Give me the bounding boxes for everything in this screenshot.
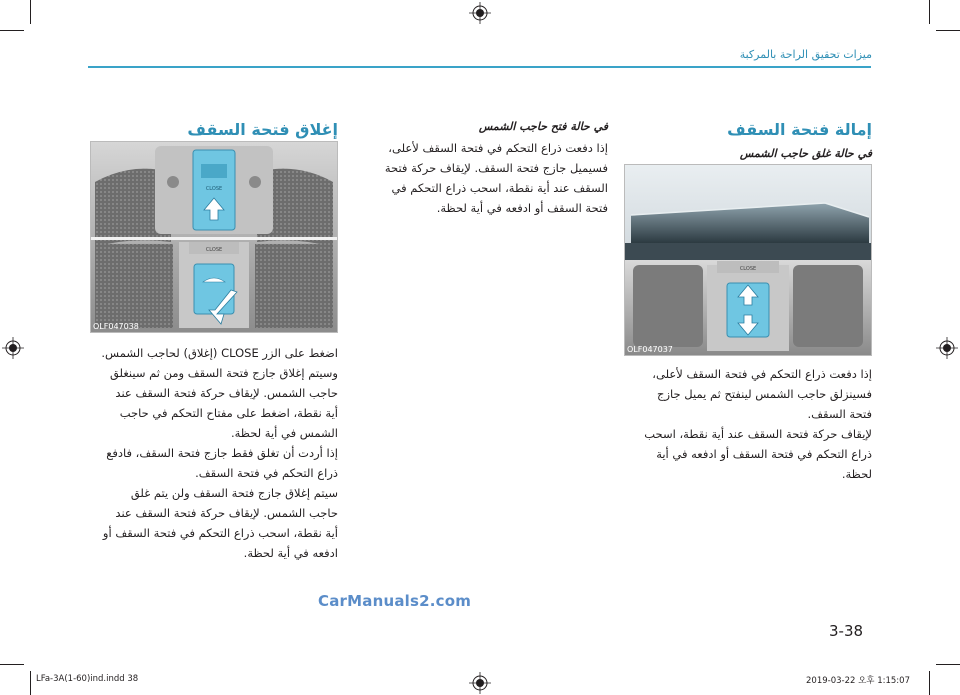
paragraph-line: لإيقاف حركة فتحة السقف عند أية نقطة، اسحب	[644, 427, 872, 441]
section-title-close-sunroof: إغلاق فتحة السقف	[187, 120, 338, 139]
paragraph-line: إذا دفعت ذراع التحكم في فتحة السقف لأعلى،	[388, 141, 608, 155]
subtitle-sunshade-closed: في حالة غلق حاجب الشمس	[739, 147, 872, 160]
figure-sunroof-close	[90, 141, 338, 333]
paragraph-line: فسيميل جازج فتحة السقف. لإيقاف حركة فتحة	[384, 161, 608, 175]
crop-mark-tr-h	[936, 30, 960, 31]
registration-mark-bottom	[469, 672, 491, 694]
registration-mark-right	[936, 337, 958, 359]
paragraph-line: لحظة.	[841, 467, 872, 481]
registration-mark-top	[469, 2, 491, 24]
footer-date-slug: 2019-03-22 오후 1:15:07	[806, 676, 910, 686]
crop-mark-br-v	[929, 671, 930, 695]
left-column-body	[88, 343, 338, 563]
paragraph-line: ادفعه في أية لحظة.	[243, 546, 338, 560]
paragraph-line: ذراع التحكم في فتحة السقف.	[195, 466, 338, 480]
subtitle-sunshade-open: في حالة فتح حاجب الشمس	[478, 120, 608, 133]
figure-sunroof-tilt	[624, 164, 872, 356]
section-title-tilt-sunroof: إمالة فتحة السقف	[727, 120, 872, 139]
middle-column-body	[363, 138, 608, 218]
paragraph-line: فسينزلق حاجب الشمس لينفتح ثم يميل جازج	[657, 387, 872, 401]
crop-mark-br-h	[936, 664, 960, 665]
svg-text:CLOSE: CLOSE	[205, 247, 223, 253]
paragraph-line: إذا دفعت ذراع التحكم في فتحة السقف لأعلى،	[652, 367, 872, 381]
crop-mark-bl-h	[0, 664, 24, 665]
paragraph-line: فتحة السقف.	[807, 407, 872, 421]
footer-file-slug: LFa-3A(1-60)ind.indd 38	[36, 674, 139, 684]
sunroof-tilt-illustration	[625, 165, 871, 355]
paragraph-line: السقف عند أية نقطة، اسحب ذراع التحكم في	[391, 181, 608, 195]
crop-mark-tl-h	[0, 30, 24, 31]
crop-mark-bl-v	[30, 671, 31, 695]
paragraph-line: وسيتم إغلاق جازج فتحة السقف ومن ثم سينغلق	[109, 366, 338, 380]
page-number: 3-38	[829, 622, 864, 640]
chapter-header-title: ميزات تحقيق الراحة بالمركبة	[739, 48, 872, 61]
paragraph-line: حاجب الشمس. لإيقاف حركة فتحة السقف عند	[115, 386, 338, 400]
crop-mark-tl-v	[30, 0, 31, 24]
paragraph-line: إذا أردت أن تغلق فقط جازج فتحة السقف، فادفع	[106, 446, 338, 460]
watermark-link[interactable]: CarManuals2.com	[318, 592, 472, 610]
paragraph-line: الشمس في أية لحظة.	[230, 426, 338, 440]
paragraph-line: حاجب الشمس. لإيقاف حركة فتحة السقف عند	[115, 506, 338, 520]
crop-mark-tr-v	[929, 0, 930, 24]
header-rule	[88, 66, 871, 68]
paragraph-line: ذراع التحكم في فتحة السقف أو ادفعه في أية	[656, 447, 872, 461]
registration-mark-left	[2, 337, 24, 359]
svg-text:CLOSE: CLOSE	[205, 186, 223, 192]
figure-code-label: OLF047037	[627, 345, 673, 354]
figure-code-label: OLF047038	[93, 322, 139, 331]
sunroof-close-illustration	[91, 142, 337, 332]
paragraph-line: أية نقطة، اضغط على مفتاح التحكم في حاجب	[119, 406, 338, 420]
right-column-body	[622, 364, 872, 484]
paragraph-line: سيتم إغلاق جازج فتحة السقف ولن يتم غلق	[130, 486, 338, 500]
svg-text:CLOSE: CLOSE	[739, 266, 757, 272]
paragraph-line: فتحة السقف أو ادفعه في أية لحظة.	[436, 201, 608, 215]
paragraph-line: أية نقطة، اسحب ذراع التحكم في فتحة السقف أو	[102, 526, 338, 540]
paragraph-line: اضغط على الزر CLOSE (إغلاق) لحاجب الشمس.	[101, 346, 338, 360]
